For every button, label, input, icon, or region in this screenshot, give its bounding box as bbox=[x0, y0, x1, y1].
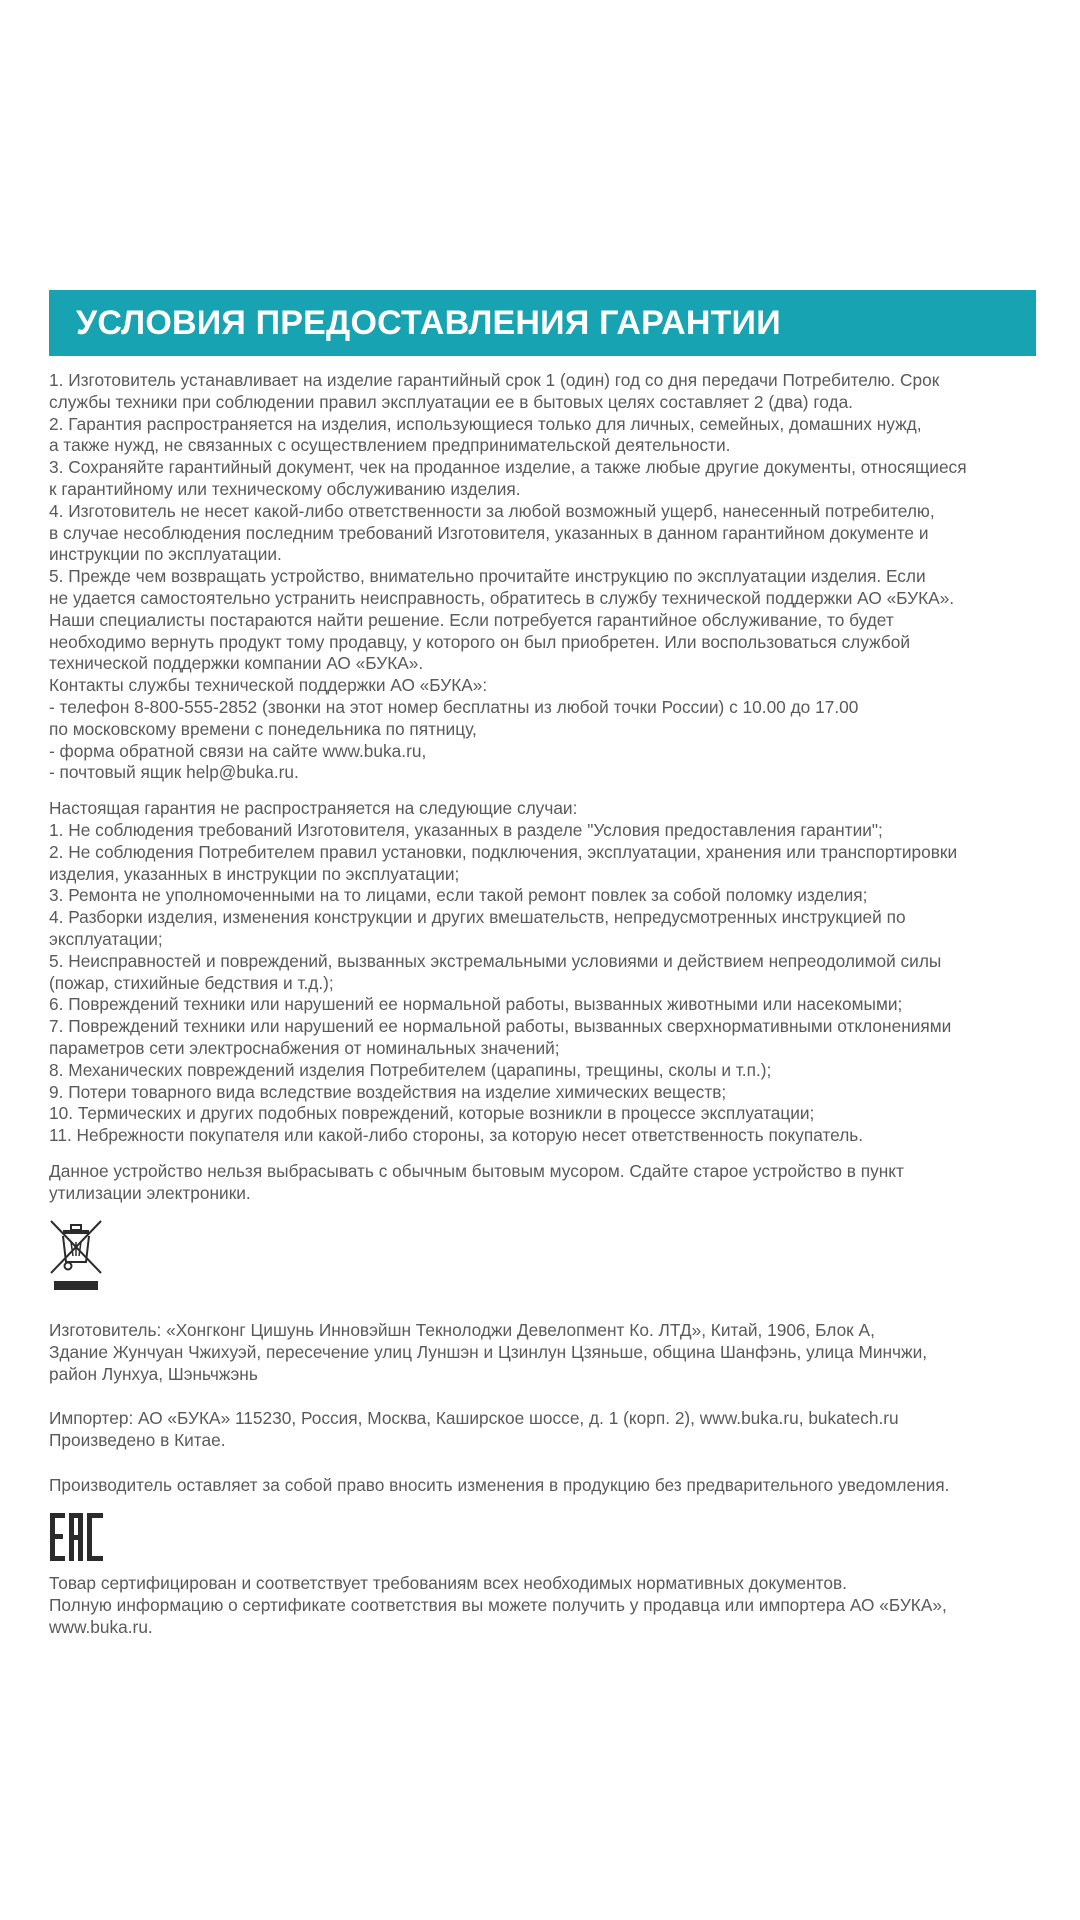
warranty-term-2: 2. Гарантия распространяется на изделия, использующиеся только для личных, семейных, домашних нужд, а также нужд, не связанных с осуществлением предпринимательской деятельности. bbox=[49, 413, 922, 456]
rights-notice: Производитель оставляет за собой право вносить изменения в продукцию без предварительного уведомления. bbox=[49, 1475, 950, 1496]
exclusion-item: 11. Небрежности покупателя или какой-либо стороны, за которую несет ответственность покупатель. bbox=[49, 1125, 864, 1146]
exclusion-item: 1. Не соблюдения требований Изготовителя, указанных в разделе "Условия предоставления гарантии"; bbox=[49, 819, 883, 840]
support-email-link[interactable]: - почтовый ящик help@buka.ru. bbox=[49, 762, 299, 783]
certification-info: Товар сертифицирован и соответствует требованиям всех необходимых нормативных документов. Полную информацию о сертификате соответствия вы можете получить у продавца или импортера АО «БУКА», www.buka.ru. bbox=[49, 1573, 947, 1637]
warranty-term-4: 4. Изготовитель не несет какой-либо ответственности за любой возможный ущерб, нанесенный потребителю, в случае несоблюдения последним требований Изготовителя, указанных в данном гарантийном документе и инструкции по эксплуатации. bbox=[49, 500, 935, 565]
exclusion-item: 4. Разборки изделия, изменения конструкции и других вмешательств, непредусмотренных инструкцией по эксплуатации; bbox=[49, 907, 906, 949]
manufacturer-info: Изготовитель: «Хонгконг Цишунь Инновэйшн Текнолоджи Девелопмент Ко. ЛТД», Китай, 1906, Блок А, Здание Жунчуан Чжихуэй, пересечение улиц Луншэн и Цзинлун Цзяньше, община Шанфэнь, улица Минчжи, район Лунхуа, Шэньчжэнь bbox=[49, 1320, 928, 1385]
exclusions-heading: Настоящая гарантия не распространяется на следующие случаи: bbox=[49, 798, 578, 819]
title-banner bbox=[49, 290, 1036, 356]
importer-info: Импортер: АО «БУКА» 115230, Россия, Москва, Каширское шоссе, д. 1 (корп. 2), www.buka.ru, bukatech.ru Произведено в Китае. bbox=[49, 1407, 899, 1450]
exclusion-item: 2. Не соблюдения Потребителем правил установки, подключения, эксплуатации, хранения или транспортировки изделия, указанных в инструкции по эксплуатации; bbox=[49, 841, 958, 884]
warranty-page bbox=[49, 290, 1036, 1639]
disposal-notice: Данное устройство нельзя выбрасывать с обычным бытовым мусором. Сдайте старое устройство в пункт утилизации электроники. bbox=[49, 1160, 904, 1203]
eac-mark-icon bbox=[49, 1511, 109, 1563]
support-heading: Контакты службы технической поддержки АО «БУКА»: bbox=[49, 675, 488, 696]
exclusion-item: 3. Ремонта не уполномоченными на то лицами, если такой ремонт повлек за собой поломку изделия; bbox=[49, 885, 868, 906]
exclusion-item: 8. Механических повреждений изделия Потребителем (царапины, трещины, сколы и т.п.); bbox=[49, 1059, 772, 1080]
exclusion-item: 10. Термических и других подобных повреждений, которые возникли в процессе эксплуатации; bbox=[49, 1103, 815, 1124]
warranty-terms-section bbox=[49, 370, 1036, 784]
weee-bar bbox=[54, 1281, 98, 1290]
buka-website-link[interactable]: www.buka.ru. bbox=[49, 1616, 153, 1637]
crossed-out-wheelie-bin-icon bbox=[49, 1218, 103, 1298]
warranty-term-3: 3. Сохраняйте гарантийный документ, чек на проданное изделие, а также любые другие документы, относящиеся к гарантийному или техническому обслуживанию изделия. bbox=[49, 457, 967, 499]
page-title: УСЛОВИЯ ПРЕДОСТАВЛЕНИЯ ГАРАНТИИ bbox=[76, 303, 781, 342]
warranty-term-5: 5. Прежде чем возвращать устройство, внимательно прочитайте инструкцию по эксплуатации изделия. Если не удается самостоятельно устранить неисправность, обратитесь в службу технической поддержки АО «БУКА». Наши специалисты постараются найти решение. Если потребуется гарантийное обслуживание, то будет необходимо вернуть продукт тому продавцу, у которого он был приобретен. Или воспользоваться службой технической поддержки компании АО «БУКА». bbox=[49, 566, 955, 674]
exclusion-item: 6. Повреждений техники или нарушений ее нормальной работы, вызванных животными или насекомыми; bbox=[49, 994, 903, 1015]
exclusion-item: 9. Потери товарного вида вследствие воздействия на изделие химических веществ; bbox=[49, 1081, 727, 1102]
support-form-link[interactable]: - форма обратной связи на сайте www.buka.ru, bbox=[49, 740, 427, 761]
warranty-term-1: 1. Изготовитель устанавливает на изделие гарантийный срок 1 (один) год со дня передачи Потребителю. Срок службы техники при соблюдении правил эксплуатации ее в бытовых целях составляет 2 (два) года. bbox=[49, 370, 940, 412]
exclusion-item: 7. Повреждений техники или нарушений ее нормальной работы, вызванных сверхнормативными отклонениями параметров сети электроснабжения от номинальных значений; bbox=[49, 1016, 952, 1058]
exclusions-section bbox=[49, 798, 1036, 1147]
exclusion-item: 5. Неисправностей и повреждений, вызванных экстремальными условиями и действием непреодолимой силы (пожар, стихийные бедствия и т.д.); bbox=[49, 950, 942, 993]
support-phone: - телефон 8-800-555-2852 (звонки на этот номер бесплатны из любой точки России) с 10.00 до 17.00 по московскому времени с понедельника по пятницу, bbox=[49, 696, 859, 739]
